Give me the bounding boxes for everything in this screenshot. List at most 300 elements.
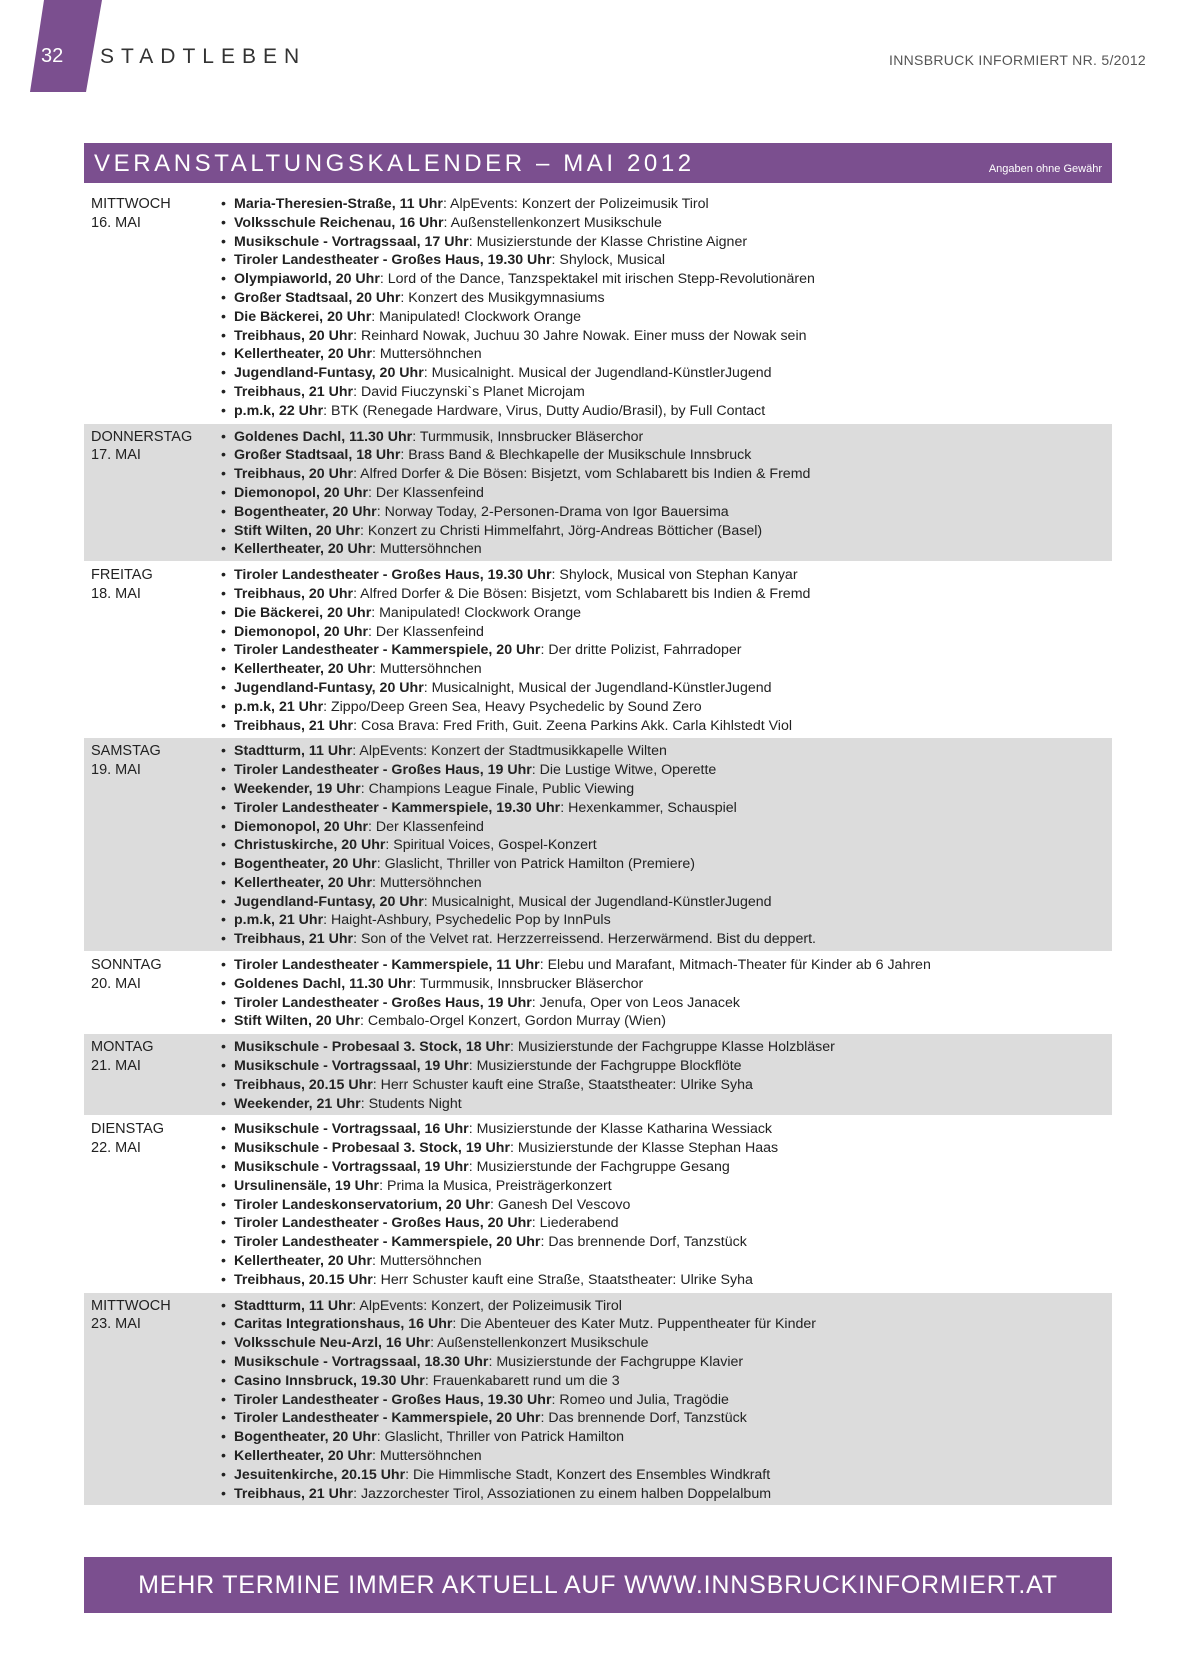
event-venue: Großer Stadtsaal, 20 Uhr (234, 289, 401, 306)
event-description: : Champions League Finale, Public Viewing (360, 780, 635, 797)
event-description: : Liederabend (531, 1215, 619, 1232)
event-item (221, 345, 1112, 364)
event-item (221, 1485, 1112, 1504)
event-description: : Muttersöhnchen (372, 661, 482, 678)
event-item (221, 780, 1112, 799)
bullet-icon: • (221, 541, 226, 558)
event-description: : Jazzorchester Tirol, Assoziationen zu einem halben Doppelalbum (353, 1485, 772, 1502)
bullet-icon: • (221, 818, 226, 835)
event-description: : Zippo/Deep Green Sea, Heavy Psychedelic by Sound Zero (323, 698, 702, 715)
event-venue: Bogentheater, 20 Uhr (234, 856, 377, 873)
event-item (221, 428, 1112, 447)
event-venue: Goldenes Dachl, 11.30 Uhr (234, 428, 413, 445)
bullet-icon: • (221, 856, 226, 873)
event-description: : Der Klassenfeind (368, 818, 484, 835)
bullet-icon: • (221, 717, 226, 734)
event-item (221, 566, 1112, 585)
event-list (221, 956, 1112, 1031)
event-description: : Manipulated! Clockwork Orange (371, 308, 581, 325)
bullet-icon: • (221, 975, 226, 992)
bullet-icon: • (221, 1076, 226, 1093)
event-venue: Musikschule - Vortragssaal, 19 Uhr (234, 1058, 469, 1075)
event-item (221, 742, 1112, 761)
event-venue: Diemonopol, 20 Uhr (234, 484, 369, 501)
event-venue: Tiroler Landestheater - Großes Haus, 19 Uhr (234, 762, 532, 779)
event-venue: Jesuitenkirche, 20.15 Uhr (234, 1466, 406, 1483)
event-venue: Stadtturm, 11 Uhr (234, 743, 353, 760)
event-item (221, 874, 1112, 893)
event-item (221, 308, 1112, 327)
event-description: : Lord of the Dance, Tanzspektakel mit irischen Stepp-Revolutionären (379, 271, 815, 288)
event-venue: Treibhaus, 20.15 Uhr (234, 1271, 373, 1288)
day-label (84, 956, 221, 1031)
bullet-icon: • (221, 1466, 226, 1483)
bullet-icon: • (221, 503, 226, 520)
bullet-icon: • (221, 1316, 226, 1333)
event-item (221, 465, 1112, 484)
event-description: : Konzert zu Christi Himmelfahrt, Jörg-Andreas Bötticher (Basel) (360, 522, 763, 539)
event-venue: Goldenes Dachl, 11.30 Uhr (234, 975, 413, 992)
event-description: : Shylock, Musical von Stephan Kanyar (551, 567, 798, 584)
day-block (84, 191, 1112, 424)
event-list (221, 1297, 1112, 1504)
event-venue: Musikschule - Vortragssaal, 19 Uhr (234, 1159, 469, 1176)
bullet-icon: • (221, 1485, 226, 1502)
event-description: : Spiritual Voices, Gospel-Konzert (385, 837, 597, 854)
event-description: : Musizierstunde der Fachgruppe Blockflöte (468, 1058, 742, 1075)
event-venue: Tiroler Landestheater - Kammerspiele, 19.30 Uhr (234, 799, 561, 816)
event-list (221, 566, 1112, 735)
event-venue: Musikschule - Vortragssaal, 18.30 Uhr (234, 1354, 489, 1371)
bullet-icon: • (221, 893, 226, 910)
bullet-icon: • (221, 780, 226, 797)
event-description: : Alfred Dorfer & Die Bösen: Bisjetzt, vom Schlabarett bis Indien & Fremd (353, 585, 811, 602)
day-date: 17. MAI (91, 447, 141, 464)
bullet-icon: • (221, 1234, 226, 1251)
event-item (221, 1038, 1112, 1057)
event-item (221, 911, 1112, 930)
event-item (221, 1271, 1112, 1290)
event-description: : Die Himmlische Stadt, Konzert des Ensembles Windkraft (405, 1466, 771, 1483)
event-venue: Caritas Integrationshaus, 16 Uhr (234, 1316, 453, 1333)
event-venue: p.m.k, 22 Uhr (234, 402, 324, 419)
event-item (221, 799, 1112, 818)
event-item (221, 717, 1112, 736)
bullet-icon: • (221, 1429, 226, 1446)
event-description: : Haight-Ashbury, Psychedelic Pop by InnPuls (323, 912, 611, 929)
bullet-icon: • (221, 1391, 226, 1408)
event-list (221, 1038, 1112, 1113)
event-description: : AlpEvents: Konzert der Polizeimusik Tirol (442, 196, 709, 212)
day-weekday: DIENSTAG (91, 1121, 165, 1138)
event-item (221, 402, 1112, 421)
day-label (84, 566, 221, 735)
event-description: : Herr Schuster kauft eine Straße, Staatstheater: Ulrike Syha (372, 1076, 753, 1093)
bullet-icon: • (221, 233, 226, 250)
day-date: 16. MAI (91, 214, 141, 231)
event-venue: Treibhaus, 20.15 Uhr (234, 1076, 373, 1093)
day-block (84, 1034, 1112, 1116)
day-weekday: MITTWOCH (91, 196, 171, 212)
event-venue: Weekender, 19 Uhr (234, 780, 361, 797)
event-item (221, 1076, 1112, 1095)
bullet-icon: • (221, 642, 226, 659)
bullet-icon: • (221, 837, 226, 854)
event-item (221, 818, 1112, 837)
day-block (84, 738, 1112, 952)
event-description: : Muttersöhnchen (372, 1253, 482, 1270)
event-venue: Musikschule - Probesaal 3. Stock, 19 Uhr (234, 1140, 510, 1157)
bullet-icon: • (221, 762, 226, 779)
day-weekday: MITTWOCH (91, 1297, 171, 1314)
bullet-icon: • (221, 957, 226, 974)
event-description: : Der Klassenfeind (368, 623, 484, 640)
event-description: : Reinhard Nowak, Juchuu 30 Jahre Nowak. Einer muss der Nowak sein (353, 327, 807, 344)
event-venue: Treibhaus, 21 Uhr (234, 717, 354, 734)
event-venue: Bogentheater, 20 Uhr (234, 503, 377, 520)
event-description: : Cosa Brava: Fred Frith, Guit. Zeena Parkins Akk. Carla Kihlstedt Viol (353, 717, 793, 734)
day-weekday: SONNTAG (91, 957, 162, 974)
event-venue: Olympiaworld, 20 Uhr (234, 271, 380, 288)
event-item (221, 1012, 1112, 1031)
event-list (221, 742, 1112, 949)
bullet-icon: • (221, 1121, 226, 1138)
bullet-icon: • (221, 1354, 226, 1371)
bullet-icon: • (221, 931, 226, 948)
event-venue: Christuskirche, 20 Uhr (234, 837, 386, 854)
event-description: : Muttersöhnchen (372, 1448, 482, 1464)
section-label: STADTLEBEN (100, 45, 307, 68)
day-date: 21. MAI (91, 1058, 141, 1075)
event-item (221, 1057, 1112, 1076)
bullet-icon: • (221, 698, 226, 715)
event-item (221, 214, 1112, 233)
event-description: : Brass Band & Blechkapelle der Musikschule Innsbruck (400, 447, 752, 464)
event-item (221, 679, 1112, 698)
bullet-icon: • (221, 604, 226, 621)
event-item (221, 836, 1112, 855)
bullet-icon: • (221, 1013, 226, 1030)
event-item (221, 698, 1112, 717)
bullet-icon: • (221, 214, 226, 231)
event-venue: Die Bäckerei, 20 Uhr (234, 604, 372, 621)
event-description: : Ganesh Del Vescovo (490, 1196, 631, 1213)
event-venue: Tiroler Landestheater - Großes Haus, 19 Uhr (234, 994, 532, 1011)
event-description: : Muttersöhnchen (372, 541, 482, 558)
event-venue: Diemonopol, 20 Uhr (234, 623, 369, 640)
event-description: : Das brennende Dorf, Tanzstück (540, 1410, 747, 1427)
issue-label: INNSBRUCK INFORMIERT NR. 5/2012 (889, 52, 1146, 68)
bullet-icon: • (221, 799, 226, 816)
day-block (84, 562, 1112, 738)
day-weekday: MONTAG (91, 1039, 154, 1056)
day-date: 19. MAI (91, 762, 141, 779)
bullet-icon: • (221, 661, 226, 678)
event-list (221, 195, 1112, 421)
event-venue: Kellertheater, 20 Uhr (234, 874, 372, 891)
event-item (221, 446, 1112, 465)
event-description: : Norway Today, 2-Personen-Drama von Igor Bauersima (376, 503, 729, 520)
event-description: : Prima la Musica, Preisträgerkonzert (379, 1177, 612, 1194)
event-venue: Treibhaus, 21 Uhr (234, 931, 354, 948)
event-item (221, 1466, 1112, 1485)
bullet-icon: • (221, 1372, 226, 1389)
bullet-icon: • (221, 1177, 226, 1194)
event-item (221, 540, 1112, 559)
event-description: : Der dritte Polizist, Fahrradoper (540, 642, 742, 659)
day-weekday: SAMSTAG (91, 743, 161, 760)
event-item (221, 484, 1112, 503)
day-block (84, 952, 1112, 1034)
event-list (221, 1120, 1112, 1289)
event-description: : Musicalnight. Musical der Jugendland-KünstlerJugend (423, 365, 772, 382)
calendar-title: VERANSTALTUNGSKALENDER – MAI 2012 (94, 150, 695, 177)
event-item (221, 623, 1112, 642)
bullet-icon: • (221, 743, 226, 760)
event-item (221, 233, 1112, 252)
event-description: : David Fiuczynski`s Planet Microjam (353, 383, 585, 400)
event-venue: Treibhaus, 20 Uhr (234, 585, 354, 602)
event-venue: Stift Wilten, 20 Uhr (234, 1013, 360, 1030)
event-item (221, 522, 1112, 541)
bullet-icon: • (221, 289, 226, 306)
bullet-icon: • (221, 484, 226, 501)
event-item (221, 364, 1112, 383)
bullet-icon: • (221, 466, 226, 483)
event-item (221, 1372, 1112, 1391)
event-item (221, 641, 1112, 660)
event-description: : Außenstellenkonzert Musikschule (430, 1335, 649, 1352)
footer-banner: MEHR TERMINE IMMER AKTUELL AUF WWW.INNSBRUCKINFORMIERT.AT (84, 1557, 1112, 1613)
event-description: : Alfred Dorfer & Die Bösen: Bisjetzt, vom Schlabarett bis Indien & Fremd (353, 466, 811, 483)
bullet-icon: • (221, 271, 226, 288)
bullet-icon: • (221, 1271, 226, 1288)
day-date: 23. MAI (91, 1316, 141, 1333)
event-venue: Kellertheater, 20 Uhr (234, 1448, 372, 1464)
bullet-icon: • (221, 1297, 226, 1314)
event-venue: Treibhaus, 20 Uhr (234, 327, 354, 344)
event-description: : Jenufa, Oper von Leos Janacek (531, 994, 740, 1011)
event-description: : Musizierstunde der Fachgruppe Klavier (488, 1354, 744, 1371)
event-description: : Musizierstunde der Klasse Katharina Wessiack (468, 1121, 773, 1138)
bullet-icon: • (221, 365, 226, 382)
event-venue: Stift Wilten, 20 Uhr (234, 522, 360, 539)
event-venue: Jugendland-Funtasy, 20 Uhr (234, 365, 424, 382)
bullet-icon: • (221, 1140, 226, 1157)
event-description: : Außenstellenkonzert Musikschule (443, 214, 662, 231)
day-date: 20. MAI (91, 975, 141, 992)
event-item (221, 660, 1112, 679)
event-venue: Treibhaus, 21 Uhr (234, 383, 354, 400)
event-venue: Maria-Theresien-Straße, 11 Uhr (234, 196, 443, 212)
bullet-icon: • (221, 522, 226, 539)
day-date: 18. MAI (91, 585, 141, 602)
event-venue: p.m.k, 21 Uhr (234, 698, 324, 715)
calendar-title-bar (84, 143, 1112, 183)
bullet-icon: • (221, 1410, 226, 1427)
event-calendar (84, 143, 1112, 1506)
event-item (221, 1334, 1112, 1353)
event-venue: Jugendland-Funtasy, 20 Uhr (234, 679, 424, 696)
day-block (84, 424, 1112, 563)
event-item (221, 1233, 1112, 1252)
event-venue: Tiroler Landestheater - Großes Haus, 19.30 Uhr (234, 252, 552, 269)
event-venue: Diemonopol, 20 Uhr (234, 818, 369, 835)
bullet-icon: • (221, 874, 226, 891)
event-item (221, 1252, 1112, 1271)
event-description: : Glaslicht, Thriller von Patrick Hamilton (376, 1429, 625, 1446)
event-venue: Tiroler Landestheater - Großes Haus, 20 Uhr (234, 1215, 532, 1232)
event-venue: Volksschule Neu-Arzl, 16 Uhr (234, 1335, 431, 1352)
event-item (221, 893, 1112, 912)
event-item (221, 956, 1112, 975)
event-description: : Turmmusik, Innsbrucker Bläserchor (412, 975, 644, 992)
day-label (84, 742, 221, 949)
event-venue: Kellertheater, 20 Uhr (234, 1253, 372, 1270)
event-venue: Kellertheater, 20 Uhr (234, 661, 372, 678)
bullet-icon: • (221, 402, 226, 419)
event-description: : Die Lustige Witwe, Operette (531, 762, 717, 779)
event-venue: Tiroler Landestheater - Kammerspiele, 11 Uhr (234, 957, 540, 974)
event-item (221, 855, 1112, 874)
day-block (84, 1116, 1112, 1292)
event-venue: Stadtturm, 11 Uhr (234, 1297, 353, 1314)
event-description: : Frauenkabarett rund um die 3 (424, 1372, 620, 1389)
day-weekday: FREITAG (91, 567, 153, 584)
event-description: : Elebu und Marafant, Mitmach-Theater für Kinder ab 6 Jahren (539, 957, 931, 974)
page-number: 32 (41, 45, 64, 67)
event-item (221, 1315, 1112, 1334)
event-description: : Musizierstunde der Fachgruppe Gesang (468, 1159, 730, 1176)
bullet-icon: • (221, 383, 226, 400)
event-venue: Musikschule - Vortragssaal, 17 Uhr (234, 233, 469, 250)
event-description: : Romeo und Julia, Tragödie (551, 1391, 729, 1408)
bullet-icon: • (221, 1448, 226, 1464)
bullet-icon: • (221, 585, 226, 602)
event-list (221, 428, 1112, 560)
calendar-days (84, 191, 1112, 1506)
bullet-icon: • (221, 623, 226, 640)
event-item (221, 270, 1112, 289)
event-description: : Musizierstunde der Fachgruppe Klasse Holzbläser (509, 1039, 835, 1056)
event-description: : Son of the Velvet rat. Herzzerreissend. Herzerwärmend. Bist du deppert. (353, 931, 816, 948)
event-item (221, 503, 1112, 522)
bullet-icon: • (221, 1159, 226, 1176)
event-description: : Muttersöhnchen (372, 874, 482, 891)
day-block (84, 1293, 1112, 1507)
event-description: : Shylock, Musical (551, 252, 666, 269)
bullet-icon: • (221, 912, 226, 929)
event-item (221, 1177, 1112, 1196)
event-description: : Students Night (360, 1095, 462, 1112)
event-venue: Tiroler Landestheater - Großes Haus, 19.30 Uhr (234, 1391, 552, 1408)
bullet-icon: • (221, 447, 226, 464)
event-item (221, 1447, 1112, 1466)
event-item (221, 1196, 1112, 1215)
event-item (221, 1139, 1112, 1158)
event-venue: Volksschule Reichenau, 16 Uhr (234, 214, 444, 231)
event-venue: Bogentheater, 20 Uhr (234, 1429, 377, 1446)
event-description: : Musizierstunde der Klasse Christine Aigner (468, 233, 748, 250)
event-venue: Die Bäckerei, 20 Uhr (234, 308, 372, 325)
event-venue: Treibhaus, 21 Uhr (234, 1485, 354, 1502)
event-venue: Tiroler Landestheater - Kammerspiele, 20 Uhr (234, 1410, 541, 1427)
event-item (221, 930, 1112, 949)
bullet-icon: • (221, 308, 226, 325)
bullet-icon: • (221, 567, 226, 584)
event-item (221, 1297, 1112, 1316)
bullet-icon: • (221, 1058, 226, 1075)
event-venue: Kellertheater, 20 Uhr (234, 541, 372, 558)
bullet-icon: • (221, 994, 226, 1011)
event-description: : Die Abenteuer des Kater Mutz. Puppentheater für Kinder (452, 1316, 816, 1333)
event-venue: Tiroler Landeskonservatorium, 20 Uhr (234, 1196, 490, 1213)
event-item (221, 1391, 1112, 1410)
bullet-icon: • (221, 1095, 226, 1112)
day-weekday: DONNERSTAG (91, 428, 193, 445)
event-item (221, 383, 1112, 402)
event-venue: p.m.k, 21 Uhr (234, 912, 324, 929)
day-label (84, 428, 221, 560)
event-venue: Weekender, 21 Uhr (234, 1095, 361, 1112)
event-description: : Glaslicht, Thriller von Patrick Hamilton (Premiere) (376, 856, 695, 873)
event-description: : Turmmusik, Innsbrucker Bläserchor (412, 428, 644, 445)
event-venue: Tiroler Landestheater - Kammerspiele, 20 Uhr (234, 642, 541, 659)
event-venue: Tiroler Landestheater - Kammerspiele, 20 Uhr (234, 1234, 541, 1251)
event-item (221, 195, 1112, 214)
event-item (221, 1214, 1112, 1233)
event-description: : Der Klassenfeind (368, 484, 484, 501)
event-venue: Tiroler Landestheater - Großes Haus, 19.30 Uhr (234, 567, 552, 584)
bullet-icon: • (221, 1253, 226, 1270)
event-venue: Jugendland-Funtasy, 20 Uhr (234, 893, 424, 910)
bullet-icon: • (221, 327, 226, 344)
event-description: : Musizierstunde der Klasse Stephan Haas (509, 1140, 779, 1157)
day-label (84, 1297, 221, 1504)
event-item (221, 1158, 1112, 1177)
event-description: : Herr Schuster kauft eine Straße, Staatstheater: Ulrike Syha (372, 1271, 753, 1288)
event-description: : Das brennende Dorf, Tanzstück (540, 1234, 747, 1251)
disclaimer-note: Angaben ohne Gewähr (988, 163, 1102, 175)
event-venue: Treibhaus, 20 Uhr (234, 466, 354, 483)
bullet-icon: • (221, 1039, 226, 1056)
event-item (221, 1409, 1112, 1428)
event-item (221, 994, 1112, 1013)
event-description: : AlpEvents: Konzert, der Polizeimusik Tirol (352, 1297, 622, 1314)
event-description: : BTK (Renegade Hardware, Virus, Dutty Audio/Brasil), by Full Contact (323, 402, 766, 419)
event-item (221, 1120, 1112, 1139)
event-item (221, 289, 1112, 308)
event-description: : Musicalnight, Musical der Jugendland-KünstlerJugend (423, 893, 772, 910)
bullet-icon: • (221, 1335, 226, 1352)
event-item (221, 585, 1112, 604)
bullet-icon: • (221, 428, 226, 445)
event-item (221, 761, 1112, 780)
event-item (221, 1095, 1112, 1114)
event-item (221, 1353, 1112, 1372)
event-description: : AlpEvents: Konzert der Stadtmusikkapelle Wilten (352, 743, 667, 760)
event-description: : Cembalo-Orgel Konzert, Gordon Murray (Wien) (360, 1013, 666, 1030)
day-label (84, 1120, 221, 1289)
day-label (84, 1038, 221, 1113)
event-item (221, 251, 1112, 270)
bullet-icon: • (221, 1196, 226, 1213)
event-venue: Casino Innsbruck, 19.30 Uhr (234, 1372, 425, 1389)
event-description: : Muttersöhnchen (372, 346, 482, 363)
bullet-icon: • (221, 679, 226, 696)
day-label (84, 195, 221, 421)
event-description: : Hexenkammer, Schauspiel (560, 799, 737, 816)
